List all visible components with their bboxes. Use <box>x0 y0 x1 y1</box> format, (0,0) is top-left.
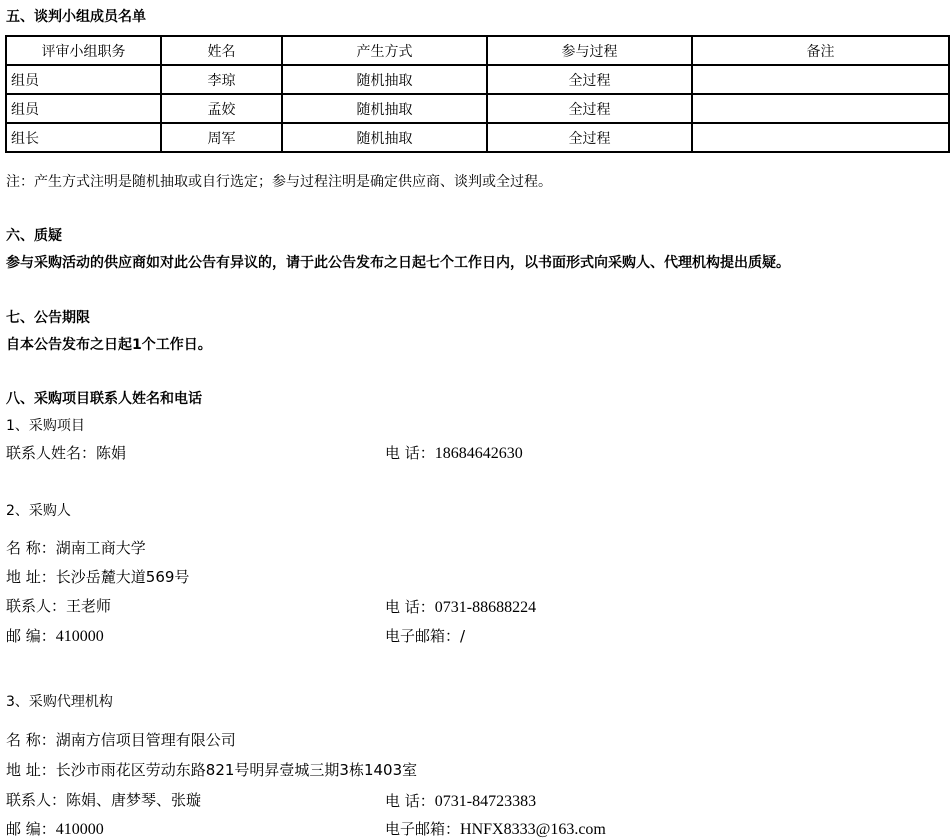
purchaser-email-value: / <box>460 627 466 645</box>
table-header-cell: 产生方式 <box>282 36 487 65</box>
agency-email-value: HNFX8333@163.com <box>460 821 606 838</box>
agency-contact-label: 联系人： <box>6 791 67 809</box>
table-cell: 组员 <box>6 65 161 94</box>
section-5-title: 五、谈判小组成员名单 <box>6 9 146 25</box>
purchaser-address <box>6 566 189 587</box>
agency-heading: 3、采购代理机构 <box>6 694 113 710</box>
table-cell: 李琼 <box>161 65 282 94</box>
agency-zip-label: 邮 编： <box>6 820 56 838</box>
purchaser-name <box>6 537 146 558</box>
purchaser-contact <box>6 595 111 616</box>
table-cell <box>692 65 949 94</box>
agency-zip <box>6 818 104 839</box>
agency-name-label: 名 称： <box>6 731 56 749</box>
project-phone-label: 电 话： <box>385 444 435 462</box>
purchaser-address-value: 长沙岳麓大道569号 <box>55 568 190 586</box>
agency-name <box>6 729 236 750</box>
agency-address <box>6 759 417 780</box>
purchaser-phone <box>385 596 536 617</box>
table-row <box>6 94 949 123</box>
table-cell: 随机抽取 <box>282 65 487 94</box>
agency-phone-value: 0731-84723383 <box>434 793 537 810</box>
purchaser-zip-label: 邮 编： <box>6 627 56 645</box>
section-6-title: 六、质疑 <box>6 228 62 244</box>
table-cell: 组员 <box>6 94 161 123</box>
section-8-title: 八、采购项目联系人姓名和电话 <box>6 391 202 407</box>
table-cell <box>692 123 949 152</box>
table-cell: 随机抽取 <box>282 123 487 152</box>
table-row <box>6 65 949 94</box>
table-header-cell: 评审小组职务 <box>6 36 161 65</box>
table-cell: 全过程 <box>487 65 692 94</box>
purchaser-email <box>385 625 465 646</box>
project-heading: 1、采购项目 <box>6 418 85 434</box>
agency-email <box>385 818 606 839</box>
agency-name-value: 湖南方信项目管理有限公司 <box>55 731 236 749</box>
project-phone <box>385 442 523 463</box>
panel-members-table <box>5 35 950 153</box>
section-7-body: 自本公告发布之日起1个工作日。 <box>6 337 212 353</box>
purchaser-contact-label: 联系人： <box>6 597 67 615</box>
table-cell: 全过程 <box>487 94 692 123</box>
project-contact-value: 陈娟 <box>96 444 127 462</box>
table-header-cell: 姓名 <box>161 36 282 65</box>
table-cell: 全过程 <box>487 123 692 152</box>
agency-email-label: 电子邮箱： <box>385 820 461 838</box>
section-7-title: 七、公告期限 <box>6 310 90 326</box>
purchaser-phone-value: 0731-88688224 <box>434 599 537 616</box>
purchaser-contact-value: 王老师 <box>66 597 112 615</box>
table-cell <box>692 94 949 123</box>
agency-phone <box>385 790 536 811</box>
table-header-row <box>6 36 949 65</box>
table-cell: 周军 <box>161 123 282 152</box>
table-header-cell: 参与过程 <box>487 36 692 65</box>
project-contact-label: 联系人姓名： <box>6 444 97 462</box>
agency-contact-value: 陈娟、唐梦琴、张璇 <box>66 791 202 809</box>
agency-address-value: 长沙市雨花区劳动东路821号明昇壹城三期3栋1403室 <box>55 761 418 779</box>
table-cell: 随机抽取 <box>282 94 487 123</box>
project-contact <box>6 442 126 463</box>
table-cell: 孟姣 <box>161 94 282 123</box>
agency-zip-value: 410000 <box>55 821 104 838</box>
purchaser-heading: 2、采购人 <box>6 503 71 519</box>
project-phone-value: 18684642630 <box>434 445 523 462</box>
purchaser-zip-value: 410000 <box>55 628 104 645</box>
table-note: 注：产生方式注明是随机抽取或自行选定；参与过程注明是确定供应商、谈判或全过程。 <box>6 174 552 190</box>
table-header-cell: 备注 <box>692 36 949 65</box>
purchaser-address-label: 地 址： <box>6 568 56 586</box>
purchaser-zip <box>6 625 104 646</box>
table-cell: 组长 <box>6 123 161 152</box>
purchaser-phone-label: 电 话： <box>385 598 435 616</box>
section-6-body: 参与采购活动的供应商如对此公告有异议的，请于此公告发布之日起七个工作日内，以书面形式向采购人、代理机构提出质疑。 <box>6 255 790 271</box>
agency-phone-label: 电 话： <box>385 792 435 810</box>
agency-contact <box>6 789 201 810</box>
purchaser-email-label: 电子邮箱： <box>385 627 461 645</box>
agency-address-label: 地 址： <box>6 761 56 779</box>
table-row <box>6 123 949 152</box>
purchaser-name-label: 名 称： <box>6 539 56 557</box>
purchaser-name-value: 湖南工商大学 <box>55 539 146 557</box>
